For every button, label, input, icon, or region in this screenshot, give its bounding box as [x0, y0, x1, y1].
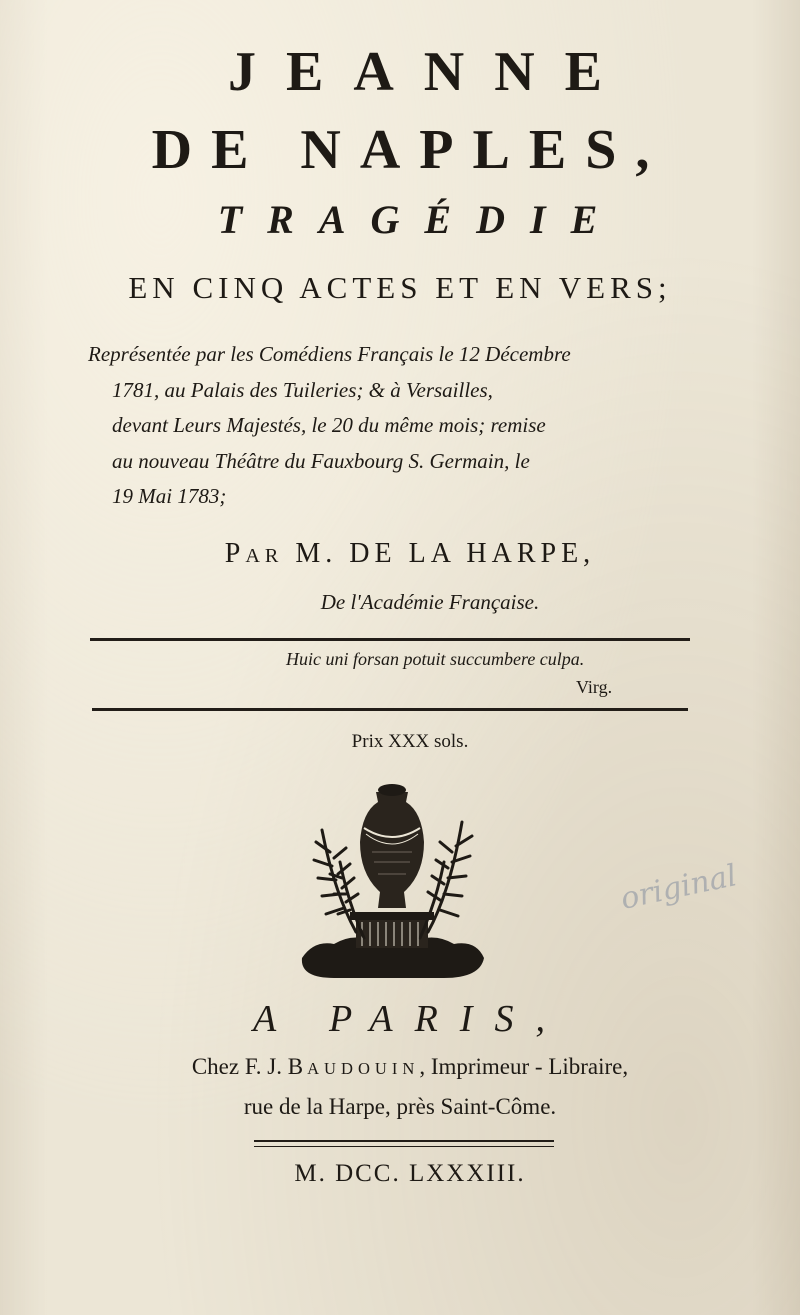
imprint-publisher [0, 1054, 800, 1080]
author-line [0, 538, 800, 570]
title-line-1: JEANNE [227, 41, 633, 103]
author-par-initial: P [224, 538, 246, 569]
publisher-rest: AUDOUIN [307, 1059, 420, 1078]
genre: TRAGÉDIE [217, 197, 623, 242]
title-line-2: DE NAPLES, [151, 119, 669, 181]
handwritten-annotation: original [617, 858, 740, 917]
date-rule-bottom [254, 1146, 554, 1147]
performance-line: devant Leurs Majestés, le 20 du même mois; remise [112, 413, 546, 437]
epigraph-source: Virg. [576, 677, 613, 697]
subtitle: EN CINQ ACTES ET EN VERS; [128, 270, 672, 305]
imprint-date: M. DCC. LXXXIII. [294, 1160, 526, 1187]
publisher-initial: B [287, 1054, 308, 1079]
imprint-address: rue de la Harpe, près Saint-Côme. [243, 1094, 557, 1119]
epigraph-quote: Huic uni forsan potuit succumbere culpa. [286, 649, 585, 669]
performance-line: au nouveau Théâtre du Fauxbourg S. Germain, le [112, 448, 530, 473]
price: Prix XXX sols. [351, 731, 469, 752]
performance-line: 19 Mai 1783; [112, 484, 227, 508]
performance-line: Représentée par les Comédiens Français le 12 Décembre [88, 342, 571, 366]
publisher-suffix: , Imprimeur - Libraire, [419, 1054, 629, 1079]
date-rule-top [254, 1140, 554, 1142]
top-rule [90, 638, 690, 641]
bottom-rule [92, 708, 688, 711]
urn-vignette [294, 782, 490, 986]
performance-line: 1781, au Palais des Tuileries; & à Versailles, [112, 377, 493, 402]
author-name: M. DE LA HARPE, [295, 538, 596, 569]
publisher-prefix: Chez F. J. [191, 1054, 282, 1079]
author-par-rest: AR [245, 545, 284, 567]
author-affiliation: De l'Académie Française. [320, 590, 540, 614]
performance-note [88, 337, 708, 515]
imprint-place: A PARIS, [253, 998, 567, 1040]
